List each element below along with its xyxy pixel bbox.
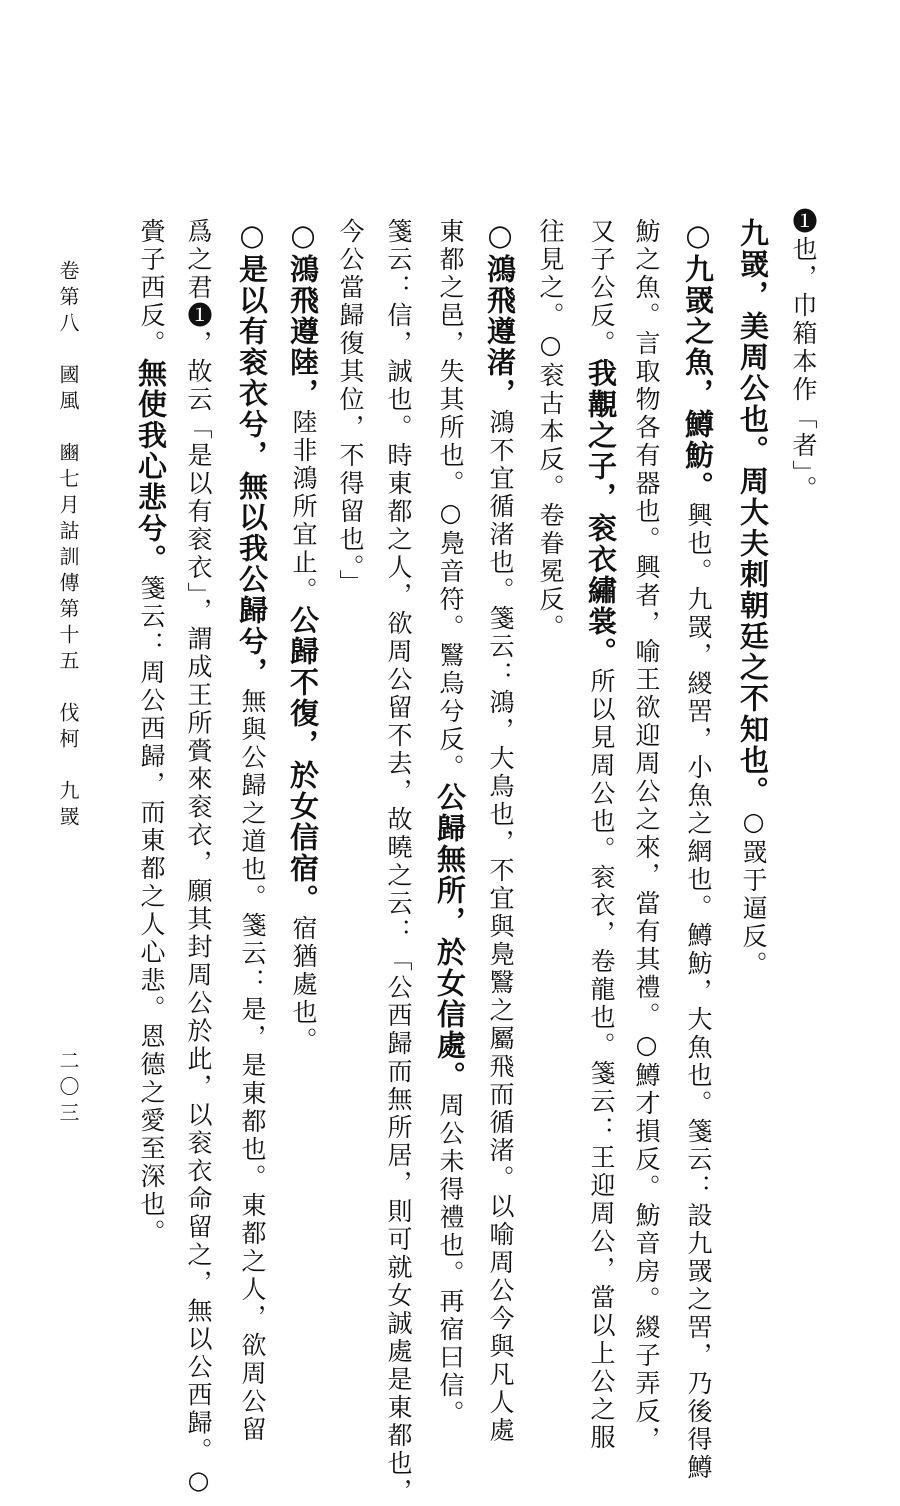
text-column xyxy=(384,218,413,1506)
commentary-text: 今公當歸復其位，不得留也。」 xyxy=(336,218,365,598)
commentary-text: 又子公反。 xyxy=(587,218,616,358)
text-column xyxy=(632,218,661,1454)
main-text: 九罭，美周公也。周大夫刺朝廷之不知也。 xyxy=(736,218,770,807)
commentary-text: 爲之君❶，故云「是以有衮衣」，謂成王所賫來衮衣，願其封周公於此，以衮衣命留之，無以公西歸。○ xyxy=(184,218,213,1498)
text-column xyxy=(433,218,467,1428)
commentary-text: 無與公歸之道也。箋云：是，是東都也。東都之人，欲周公留 xyxy=(238,688,267,1444)
text-column xyxy=(286,218,320,1138)
text-column xyxy=(184,218,213,1498)
commentary-text: ❶也，巾箱本作「者」。 xyxy=(789,208,818,504)
commentary-text: 箋云：信，誠也。時東都之人，欲周公留不去，故曉之云：「公西歸而無所居，則可就女誠處是東都也， xyxy=(384,218,413,1506)
commentary-text: 箋云：周公西歸，而東都之人心悲。恩德之愛至深也。 xyxy=(137,575,166,1247)
text-column xyxy=(736,218,770,979)
text-column xyxy=(483,218,517,1445)
main-text: 我覯之子，衮衣繡裳。 xyxy=(584,358,618,668)
page-number: 二〇三 xyxy=(56,1050,80,1128)
main-text: ○鴻飛遵陸， xyxy=(286,218,320,409)
main-text: ○九罭之魚，鱒魴。 xyxy=(681,218,715,502)
main-text: ○是以有衮衣兮，無以我公歸兮， xyxy=(235,218,269,688)
main-text: 公歸不復，於女信宿。 xyxy=(286,605,320,915)
main-text: 公歸無所，於女信處。 xyxy=(433,782,467,1092)
text-column xyxy=(134,218,168,1328)
commentary-text: 陸非鴻所宜止。 xyxy=(289,409,318,605)
text-column xyxy=(681,218,715,1482)
commentary-text: 魴之魚。言取物各有器也。興者，喻王欲迎周公之來，當有其禮。○鱒才損反。魴音房。緵子弄反， xyxy=(632,218,661,1454)
running-head: 卷第八 國風 豳七月詁訓傳第十五 伐柯 九罭 xyxy=(56,260,80,832)
text-column xyxy=(584,218,618,1452)
commentary-text: 賫子西反。 xyxy=(137,218,166,358)
commentary-text: 宿猶處也。 xyxy=(289,915,318,1055)
commentary-text: 周公未得禮也。再宿曰信。 xyxy=(436,1092,465,1428)
main-text: 無使我心悲兮。 xyxy=(134,358,168,575)
commentary-text: ○罭于逼反。 xyxy=(739,807,768,979)
main-text: ○鴻飛遵渚， xyxy=(483,218,517,409)
commentary-text: 往見之。○衮古本反。卷眷冕反。 xyxy=(536,218,565,642)
text-column xyxy=(235,218,269,1444)
commentary-text: 東都之邑，失其所也。○鳧音符。鷖烏兮反。 xyxy=(436,218,465,782)
commentary-text: 所以見周公也。衮衣，卷龍也。箋云：王迎周公，當以上公之服 xyxy=(587,668,616,1452)
text-column xyxy=(538,218,563,778)
commentary-text: 鴻不宜循渚也。箋云：鴻，大鳥也，不宜與鳧鷖之屬飛而循渚。以喻周公今與凡人處 xyxy=(486,409,515,1445)
commentary-text: 興也。九罭，緵罟，小魚之網也。鱒魴，大魚也。箋云：設九罭之罟，乃後得鱒 xyxy=(684,502,713,1482)
text-column xyxy=(338,218,363,698)
text-column xyxy=(791,208,816,728)
